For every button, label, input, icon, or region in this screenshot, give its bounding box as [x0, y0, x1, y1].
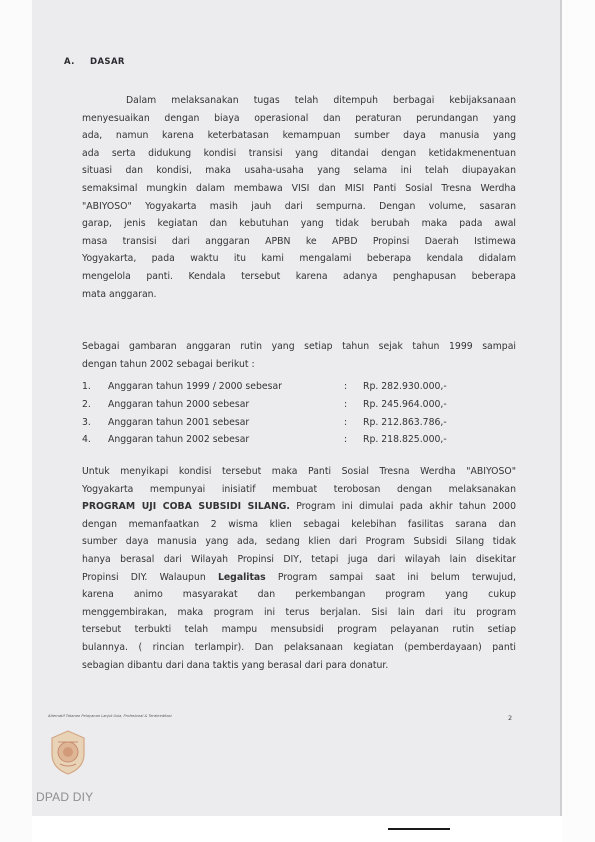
paragraph-line: mata anggaran.	[82, 288, 157, 300]
paragraph-text: Program ini dimulai pada akhir tahun 2000	[289, 501, 516, 513]
footer-note: Alternatif Tatanan Pelayanan Lanjut Usia, Profesional & Terakreditasi	[48, 714, 172, 718]
budget-item-label: Anggaran tahun 2002 sebesar	[108, 434, 250, 446]
paragraph-line: Untuk menyikapi kondisi tersebut maka Panti Sosial Tresna Werdha "ABIYOSO"	[82, 466, 516, 477]
paragraph-line: tersebut terbukti telah mampu mensubsidi program pelayanan rutin setiap	[82, 624, 516, 636]
budget-item-colon: :	[344, 416, 348, 428]
budget-item-number: 2.	[82, 398, 91, 410]
section-title: DASAR	[90, 57, 125, 67]
paragraph-line: ada serta didukung kondisi transisi yang ditandai dengan ketidakmenentuan	[82, 147, 516, 159]
paragraph-line: masa transisi dari anggaran APBN ke APBD Propinsi Daerah Istimewa	[82, 235, 516, 247]
paragraph-line: semaksimal mungkin dalam membawa VISI dan MISI Panti Sosial Tresna Werdha	[82, 182, 516, 194]
government-seal-icon	[46, 728, 90, 776]
program-name: PROGRAM UJI COBA SUBSIDI SILANG.	[82, 501, 290, 513]
paragraph-line: menggembirakan, maka program ini terus berjalan. Sisi lain dari itu program	[82, 606, 516, 618]
budget-item-colon: :	[344, 381, 348, 392]
paragraph-line: Yogyakarta mempunyai inisiatif membuat terobosan dengan melaksanakan	[82, 483, 516, 495]
paragraph-line: situasi dan kondisi, maka usaha-usaha yang selama ini telah diupayakan	[82, 165, 516, 177]
paragraph-line: dengan tahun 2002 sebagai berikut :	[82, 358, 255, 370]
budget-item	[82, 431, 522, 449]
budget-item	[82, 396, 522, 414]
legalitas-term: Legalitas	[217, 571, 266, 583]
budget-item-number: 4.	[82, 434, 91, 446]
paragraph-line: garap, jenis kegiatan dan kebutuhan yang tidak berubah maka pada awal	[82, 218, 516, 230]
paragraph-line: sumber daya manusia yang ada, sedang klien dari Program Subsidi Silang tidak	[82, 536, 516, 548]
paragraph-line: ada, namun karena keterbatasan kemampuan sumber daya manusia yang	[82, 130, 516, 142]
left-margin-band	[0, 0, 32, 842]
paragraph-line	[82, 569, 516, 587]
budget-item-label: Anggaran tahun 2001 sebesar	[108, 416, 250, 428]
right-margin-band	[562, 0, 595, 842]
paragraph-text: Program sampai saat ini belum terwujud,	[265, 571, 516, 583]
budget-list	[82, 378, 522, 449]
budget-item-value: Rp. 218.825.000,-	[363, 434, 447, 446]
paragraph-line: mengelola panti. Kendala tersebut karena adanya penghapusan beberapa	[82, 270, 516, 282]
budget-item-value: Rp. 245.964.000,-	[363, 398, 447, 410]
budget-item	[82, 414, 522, 432]
paragraph-line: Yogyakarta, pada waktu itu kami mengalami beberapa kendala didalam	[82, 253, 516, 265]
budget-item-value: Rp. 212.863.786,-	[363, 416, 447, 428]
paragraph-line: "ABIYOSO" Yogyakarta masih jauh dari sempurna. Dengan volume, sasaran	[82, 200, 516, 212]
paragraph-line: karena animo masyarakat dan perkembangan program yang cukup	[82, 589, 516, 601]
paragraph-intro	[82, 92, 516, 303]
bottom-rule	[388, 828, 450, 830]
paragraph-line: menyesuaikan dengan biaya operasional dan peraturan perundangan yang	[82, 112, 516, 124]
budget-item-label: Anggaran tahun 2000 sebesar	[108, 398, 250, 410]
paragraph-text: Propinsi DIY. Walaupun	[82, 571, 218, 583]
budget-item-value: Rp. 282.930.000,-	[363, 381, 447, 392]
page-number: 2	[508, 714, 513, 722]
watermark: DPAD DIY	[36, 790, 94, 804]
paragraph-program	[82, 463, 516, 674]
paragraph-line: dengan memanfaatkan 2 wisma klien sebagai kelebihan fasilitas sarana dan	[82, 518, 516, 530]
budget-item	[82, 378, 522, 396]
budget-item-number: 1.	[82, 381, 91, 392]
paragraph-line: sebagian dibantu dari dana taktis yang berasal dari para donatur.	[82, 659, 389, 671]
paragraph-line: bulannya. ( rincian terlampir). Dan pelaksanaan kegiatan (pemberdayaan) panti	[82, 641, 516, 653]
paragraph-line: Dalam melaksanakan tugas telah ditempuh berbagai kebijaksanaan	[126, 95, 516, 106]
budget-item-colon: :	[344, 398, 348, 410]
paragraph-line	[82, 498, 516, 516]
section-number: A.	[64, 57, 75, 67]
budget-item-label: Anggaran tahun 1999 / 2000 sebesar	[108, 381, 282, 392]
paragraph-line: hanya berasal dari Wilayah Propinsi DIY, tetapi juga dari wilayah lain disekitar	[82, 553, 516, 565]
paragraph-line: Sebagai gambaran anggaran rutin yang setiap tahun sejak tahun 1999 sampai	[82, 341, 516, 352]
section-heading	[64, 57, 125, 67]
budget-item-number: 3.	[82, 416, 91, 428]
budget-item-colon: :	[344, 434, 348, 446]
paragraph-budget-intro	[82, 338, 516, 373]
